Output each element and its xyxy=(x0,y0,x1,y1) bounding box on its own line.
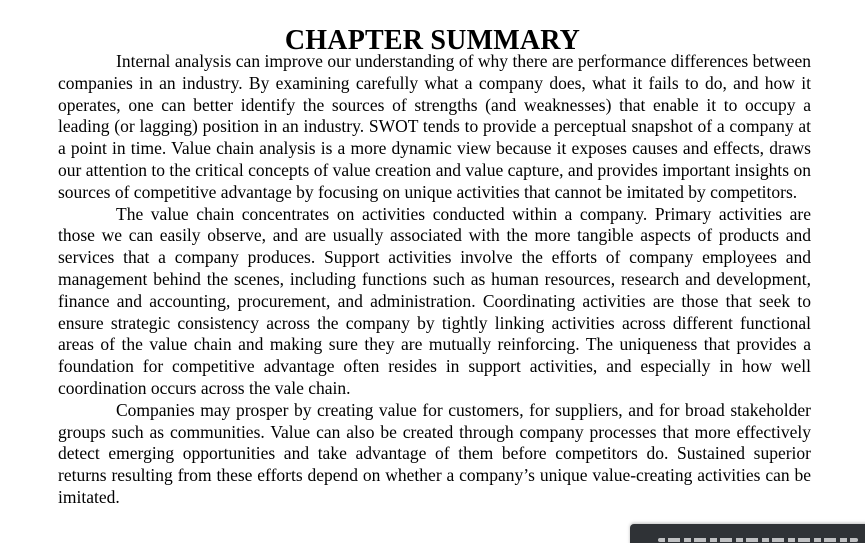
toast-text-placeholder xyxy=(658,538,858,542)
notification-toast[interactable] xyxy=(630,524,865,543)
chapter-summary-heading: CHAPTER SUMMARY xyxy=(284,24,581,56)
paragraph-value-chain: The value chain concentrates on activities conducted within a company. Primary activities are those we can easily observe, and are usually associated with the more tangible aspects of products and services that a company produces. Support activities involve the efforts of company employees and management behind the scenes, including functions such as human resources, research and development, finance and accounting, procurement, and administration. Coordinating activities are those that seek to ensure strategic consistency across the company by tightly linking activities across different functional areas of the value chain and making sure they are mutually reinforcing. The uniqueness that provides a foundation for competitive advantage often resides in support activities, and especially in how well coordination occurs across the vale chain. xyxy=(58,203,811,398)
summary-body xyxy=(58,51,811,509)
paragraph-internal-analysis: Internal analysis can improve our understanding of why there are performance differences between companies in an industry. By examining carefully what a company does, what it fails to do, and how it operates, one can better identify the sources of strengths (and weaknesses) that enable it to occupy a leading (or lagging) position in an industry. SWOT tends to provide a perceptual snapshot of a company at a point in time. Value chain analysis is a more dynamic view because it exposes causes and effects, draws our attention to the critical concepts of value creation and value capture, and provides important insights on sources of competitive advantage by focusing on unique activities that cannot be imitated by competitors. xyxy=(58,51,811,202)
paragraph-value-creation: Companies may prosper by creating value for customers, for suppliers, and for broad stakeholder groups such as communities. Value can also be created through company processes that more effectively detect emerging opportunities and take advantage of them before competitors do. Sustained superior returns resulting from these efforts depend on whether a company’s unique value-creating activities can be imitated. xyxy=(58,399,811,507)
